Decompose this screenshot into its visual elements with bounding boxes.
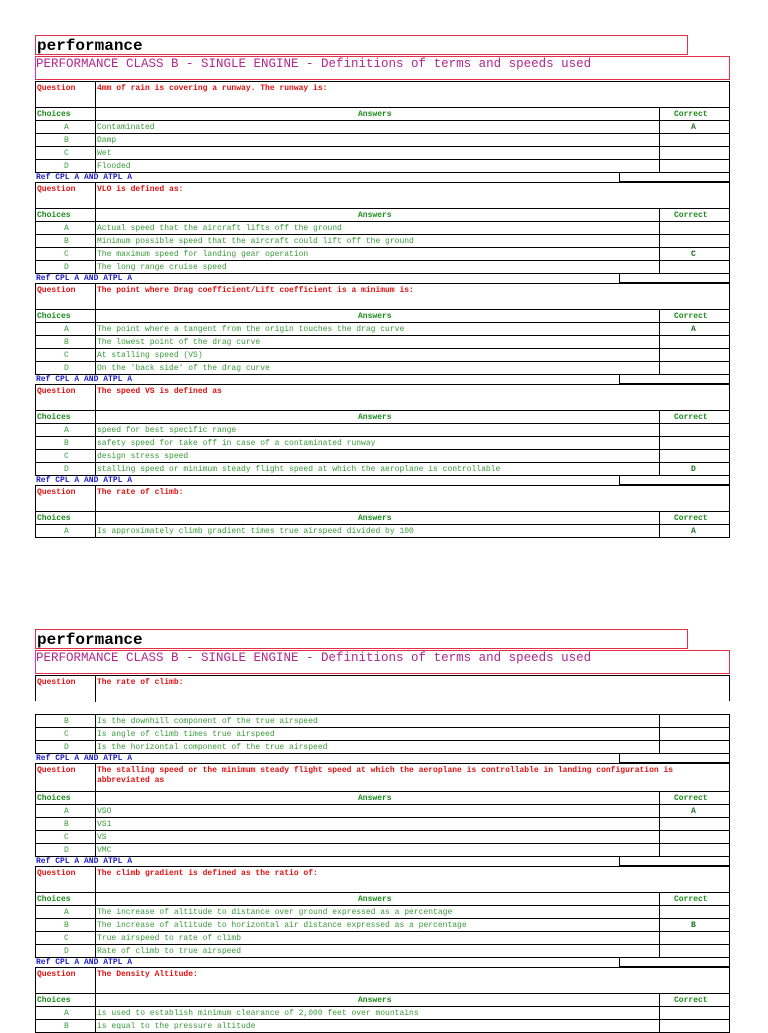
choice-letter: C: [64, 452, 69, 461]
choice-letter: A: [64, 224, 69, 233]
choice-text: Is approximately climb gradient times true airspeed divided by 100: [97, 527, 414, 536]
choice-letter: A: [64, 123, 69, 132]
reference-label: Ref CPL A AND ATPL A: [36, 173, 133, 182]
choice-letter: C: [64, 833, 69, 842]
reference-box: [619, 374, 730, 384]
reference-box: [619, 856, 730, 866]
choices-header: Choices: [37, 514, 71, 523]
question-row: [35, 384, 730, 410]
choice-text: VS1: [97, 820, 112, 829]
question-row: [35, 967, 730, 993]
reference-label: Ref CPL A AND ATPL A: [36, 958, 133, 967]
answers-header: Answers: [358, 312, 392, 321]
choice-letter: B: [64, 338, 69, 347]
divider: [95, 968, 96, 994]
question-label: Question: [37, 286, 76, 295]
question-label: Question: [37, 970, 76, 979]
choice-letter: C: [64, 351, 69, 360]
choice-letter: B: [64, 439, 69, 448]
choice-text: The lowest point of the drag curve: [97, 338, 261, 347]
choice-letter: A: [64, 527, 69, 536]
question-row: [35, 283, 730, 309]
choice-row: [35, 120, 730, 133]
choice-row: [35, 436, 730, 449]
reference-label: Ref CPL A AND ATPL A: [36, 274, 133, 283]
choice-row: [35, 944, 730, 957]
choice-letter: A: [64, 426, 69, 435]
reference-row: [35, 753, 730, 763]
choice-letter: B: [64, 237, 69, 246]
divider: [95, 676, 96, 702]
reference-row: [35, 856, 730, 866]
choice-text: VS: [97, 833, 107, 842]
question-text: VLO is defined as:: [97, 185, 184, 194]
choice-text: The increase of altitude to horizontal air distance expressed as a percentage: [97, 921, 467, 930]
choice-row: [35, 931, 730, 944]
choice-text: Damp: [97, 136, 117, 145]
question-text: The speed VS is defined as: [97, 387, 222, 396]
choices-header-row: [35, 208, 730, 221]
choice-row: [35, 905, 730, 918]
choices-header-row: [35, 511, 730, 524]
question-text: The Density Altitude:: [97, 970, 198, 979]
reference-label: Ref CPL A AND ATPL A: [36, 857, 133, 866]
reference-label: Ref CPL A AND ATPL A: [36, 754, 133, 763]
choice-row: [35, 1006, 730, 1019]
reference-box: [619, 172, 730, 182]
choice-letter: B: [64, 820, 69, 829]
answers-header: Answers: [358, 996, 392, 1005]
choice-letter: B: [64, 921, 69, 930]
divider: [95, 385, 96, 411]
choice-letter: D: [64, 743, 69, 752]
question-row: [35, 485, 730, 511]
choice-row: [35, 727, 730, 740]
choice-text: stalling speed or minimum steady flight speed at which the aeroplane is controllable: [97, 465, 501, 474]
divider: [95, 764, 96, 792]
choice-text: safety speed for take off in case of a contaminated runway: [97, 439, 376, 448]
correct-mark: A: [691, 807, 696, 816]
choice-text: Minimum possible speed that the aircraft could lift off the ground: [97, 237, 414, 246]
choice-letter: D: [64, 947, 69, 956]
question-text: 4mm of rain is covering a runway. The runway is:: [97, 84, 328, 93]
choice-text: Actual speed that the aircraft lifts off the ground: [97, 224, 342, 233]
choice-text: VMC: [97, 846, 112, 855]
choices-header: Choices: [37, 110, 71, 119]
choice-row: [35, 335, 730, 348]
answers-header: Answers: [358, 895, 392, 904]
choices-header-row: [35, 993, 730, 1006]
reference-row: [35, 475, 730, 485]
choices-header: Choices: [37, 211, 71, 220]
question-row: [35, 182, 730, 208]
choice-letter: B: [64, 1022, 69, 1031]
choice-row: [35, 348, 730, 361]
choice-letter: B: [64, 136, 69, 145]
choice-row: [35, 843, 730, 856]
choice-row: [35, 462, 730, 475]
choice-text: At stalling speed (VS): [97, 351, 203, 360]
choice-row: [35, 361, 730, 374]
correct-header: Correct: [674, 211, 708, 220]
choice-letter: D: [64, 465, 69, 474]
answers-header: Answers: [358, 794, 392, 803]
choice-text: VSO: [97, 807, 112, 816]
divider: [95, 183, 96, 209]
correct-header: Correct: [674, 895, 708, 904]
question-text: The rate of climb:: [97, 678, 184, 687]
question-row: [35, 81, 730, 107]
choice-letter: C: [64, 934, 69, 943]
correct-mark: B: [691, 921, 696, 930]
page-title: performance: [35, 35, 688, 55]
choice-letter: B: [64, 717, 69, 726]
reference-row: [35, 374, 730, 384]
question-text: The point where Drag coefficient/Lift coefficient is a minimum is:: [97, 286, 414, 295]
question-label: Question: [37, 678, 76, 687]
correct-mark: A: [691, 123, 696, 132]
bottom-border: [35, 537, 730, 538]
choice-row: [35, 221, 730, 234]
page-subtitle-text: PERFORMANCE CLASS B - SINGLE ENGINE - Definitions of terms and speeds used: [36, 57, 592, 71]
choice-row: [35, 524, 730, 537]
page-subtitle: [35, 56, 730, 80]
choice-text: The increase of altitude to distance over ground expressed as a percentage: [97, 908, 453, 917]
reference-row: [35, 273, 730, 283]
divider: [95, 82, 96, 108]
choice-text: The maximum speed for landing gear operation: [97, 250, 309, 259]
page-2: [35, 629, 730, 1031]
choices-header-row: [35, 791, 730, 804]
choice-row: [35, 133, 730, 146]
choices-header-row: [35, 309, 730, 322]
choice-row: [35, 740, 730, 753]
choice-text: Flooded: [97, 162, 131, 171]
question-text: The stalling speed or the minimum steady flight speed at which the aeroplane is controllable in landing configuration is abbreviated as: [97, 766, 674, 785]
correct-mark: C: [691, 250, 696, 259]
question-label: Question: [37, 488, 76, 497]
correct-mark: D: [691, 465, 696, 474]
divider: [95, 486, 96, 512]
question-text: The rate of climb:: [97, 488, 184, 497]
correct-header: Correct: [674, 794, 708, 803]
question-label: Question: [37, 387, 76, 396]
reference-row: [35, 957, 730, 967]
question-label: Question: [37, 766, 76, 775]
choice-row: [35, 260, 730, 273]
choice-letter: A: [64, 1009, 69, 1018]
choice-letter: C: [64, 250, 69, 259]
choices-header: Choices: [37, 794, 71, 803]
choice-row: [35, 804, 730, 817]
correct-header: Correct: [674, 413, 708, 422]
correct-mark: A: [691, 325, 696, 334]
correct-mark: A: [691, 527, 696, 536]
choice-letter: A: [64, 908, 69, 917]
question-label: Question: [37, 185, 76, 194]
choice-row: [35, 830, 730, 843]
choices-header: Choices: [37, 895, 71, 904]
choice-text: is used to establish minimum clearance of 2,000 feet over mountains: [97, 1009, 419, 1018]
choice-row: [35, 146, 730, 159]
choice-row: [35, 1019, 730, 1032]
reference-label: Ref CPL A AND ATPL A: [36, 476, 133, 485]
question-label: Question: [37, 869, 76, 878]
question-row: [35, 763, 730, 791]
page-subtitle-text: PERFORMANCE CLASS B - SINGLE ENGINE - Definitions of terms and speeds used: [36, 651, 592, 665]
choice-letter: D: [64, 162, 69, 171]
choice-text: Wet: [97, 149, 112, 158]
answers-header: Answers: [358, 211, 392, 220]
choice-text: On the 'back side' of the drag curve: [97, 364, 270, 373]
reference-box: [619, 475, 730, 485]
correct-header: Correct: [674, 514, 708, 523]
choice-letter: D: [64, 364, 69, 373]
choice-text: speed for best specific range: [97, 426, 237, 435]
reference-box: [619, 273, 730, 283]
choice-text: The point where a tangent from the origin touches the drag curve: [97, 325, 405, 334]
answers-header: Answers: [358, 110, 392, 119]
choice-letter: D: [64, 846, 69, 855]
choice-row: [35, 449, 730, 462]
answers-header: Answers: [358, 514, 392, 523]
choices-header: Choices: [37, 413, 71, 422]
page-title: performance: [35, 629, 688, 649]
choice-text: True airspeed to rate of climb: [97, 934, 242, 943]
choice-text: Contaminated: [97, 123, 155, 132]
reference-box: [619, 957, 730, 967]
choice-letter: A: [64, 325, 69, 334]
choices-header: Choices: [37, 312, 71, 321]
choice-text: Is the downhill component of the true airspeed: [97, 717, 318, 726]
answers-header: Answers: [358, 413, 392, 422]
choice-row: [35, 918, 730, 931]
question-row: [35, 675, 730, 701]
choice-row: [35, 247, 730, 260]
question-text: The climb gradient is defined as the ratio of:: [97, 869, 318, 878]
choice-letter: C: [64, 149, 69, 158]
choice-text: Is angle of climb times true airspeed: [97, 730, 275, 739]
choice-row: [35, 234, 730, 247]
choice-text: Is the horizontal component of the true airspeed: [97, 743, 328, 752]
choice-row: [35, 423, 730, 436]
question-row: [35, 866, 730, 892]
question-label: Question: [37, 84, 76, 93]
reference-label: Ref CPL A AND ATPL A: [36, 375, 133, 384]
choice-row: [35, 322, 730, 335]
reference-box: [619, 753, 730, 763]
choices-header-row: [35, 107, 730, 120]
choices-header-row: [35, 410, 730, 423]
divider: [95, 867, 96, 893]
divider: [95, 284, 96, 310]
correct-header: Correct: [674, 110, 708, 119]
choice-text: design stress speed: [97, 452, 189, 461]
choices-header-row: [35, 892, 730, 905]
correct-header: Correct: [674, 996, 708, 1005]
page-subtitle: [35, 650, 730, 674]
choice-letter: C: [64, 730, 69, 739]
choice-row: [35, 159, 730, 172]
choice-row: [35, 714, 730, 727]
choices-header: Choices: [37, 996, 71, 1005]
choice-letter: A: [64, 807, 69, 816]
choice-text: The long range cruise speed: [97, 263, 227, 272]
choice-text: is equal to the pressure altitude: [97, 1022, 256, 1031]
choice-letter: D: [64, 263, 69, 272]
correct-header: Correct: [674, 312, 708, 321]
choice-text: Rate of climb to true airspeed: [97, 947, 242, 956]
reference-row: [35, 172, 730, 182]
choice-row: [35, 817, 730, 830]
